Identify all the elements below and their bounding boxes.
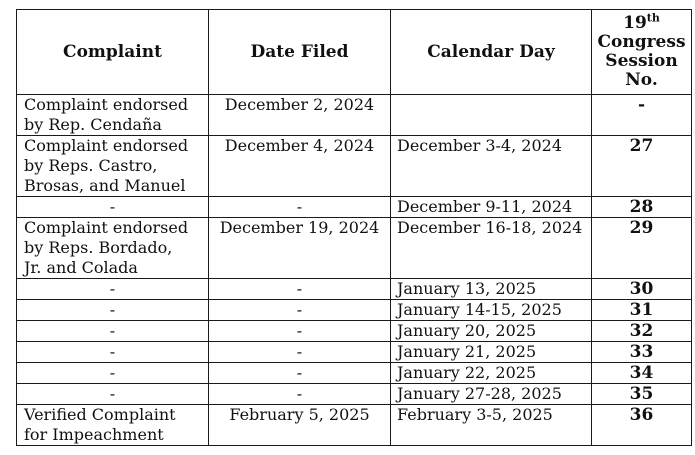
cell-date-filed: -	[209, 279, 391, 300]
cell-session-number: 35	[592, 384, 692, 405]
cell-session-number: 27	[592, 136, 692, 197]
complaint-line: Complaint endorsed	[24, 136, 189, 155]
cell-session-number: 36	[592, 405, 692, 446]
cell-session-number: 33	[592, 342, 692, 363]
complaint-line: Brosas, and Manuel	[24, 176, 186, 195]
cell-complaint	[17, 342, 209, 363]
table-row	[17, 321, 692, 342]
table-row	[17, 279, 692, 300]
cell-complaint	[17, 384, 209, 405]
cell-calendar-day: January 20, 2025	[391, 321, 592, 342]
header-session-no: No.	[625, 70, 658, 90]
cell-complaint	[17, 363, 209, 384]
cell-date-filed: -	[209, 342, 391, 363]
table-row	[17, 136, 692, 197]
cell-date-filed: December 19, 2024	[209, 218, 391, 279]
complaint-line: by Reps. Bordado,	[24, 238, 173, 257]
complaint-line: Complaint endorsed	[24, 95, 189, 114]
table-row	[17, 384, 692, 405]
cell-session-number: -	[592, 95, 692, 136]
complaint-line: for Impeachment	[24, 425, 164, 444]
complaint-line: -	[109, 321, 116, 340]
complaint-line: by Reps. Castro,	[24, 156, 158, 175]
cell-date-filed: December 2, 2024	[209, 95, 391, 136]
cell-calendar-day: January 27-28, 2025	[391, 384, 592, 405]
cell-calendar-day: December 16-18, 2024	[391, 218, 592, 279]
cell-session-number: 32	[592, 321, 692, 342]
complaint-line: by Rep. Cendaña	[24, 115, 162, 134]
complaint-line: -	[109, 342, 116, 361]
cell-session-number: 30	[592, 279, 692, 300]
table-row	[17, 95, 692, 136]
header-session-congress: Congress	[597, 32, 686, 52]
header-calendar-day: Calendar Day	[391, 10, 592, 95]
complaint-line: -	[109, 363, 116, 382]
cell-session-number: 28	[592, 197, 692, 218]
cell-calendar-day: December 3-4, 2024	[391, 136, 592, 197]
complaint-line: -	[109, 197, 116, 216]
cell-calendar-day: January 14-15, 2025	[391, 300, 592, 321]
cell-complaint	[17, 405, 209, 446]
table-body	[17, 95, 692, 446]
complaint-line: Verified Complaint	[24, 405, 176, 424]
cell-complaint	[17, 197, 209, 218]
cell-calendar-day	[391, 95, 592, 136]
cell-session-number: 29	[592, 218, 692, 279]
table-row	[17, 363, 692, 384]
cell-calendar-day: January 21, 2025	[391, 342, 592, 363]
cell-session-number: 31	[592, 300, 692, 321]
cell-complaint	[17, 218, 209, 279]
cell-complaint	[17, 279, 209, 300]
complaint-line: -	[109, 384, 116, 403]
cell-date-filed: -	[209, 363, 391, 384]
header-session-number	[592, 10, 692, 95]
header-row	[17, 10, 692, 95]
complaint-line: -	[109, 300, 116, 319]
cell-date-filed: February 5, 2025	[209, 405, 391, 446]
complaint-line: -	[109, 279, 116, 298]
cell-complaint	[17, 300, 209, 321]
cell-date-filed: -	[209, 321, 391, 342]
complaint-line: Complaint endorsed	[24, 218, 189, 237]
cell-calendar-day: February 3-5, 2025	[391, 405, 592, 446]
cell-date-filed: -	[209, 384, 391, 405]
cell-calendar-day: January 13, 2025	[391, 279, 592, 300]
table-row	[17, 300, 692, 321]
cell-calendar-day: December 9-11, 2024	[391, 197, 592, 218]
table-row	[17, 405, 692, 446]
header-complaint: Complaint	[17, 10, 209, 95]
header-session-ordinal: 19	[623, 13, 647, 33]
cell-calendar-day: January 22, 2025	[391, 363, 592, 384]
cell-complaint	[17, 95, 209, 136]
table-row	[17, 342, 692, 363]
header-session-session: Session	[605, 51, 678, 71]
complaint-line: Jr. and Colada	[24, 258, 138, 277]
cell-date-filed: December 4, 2024	[209, 136, 391, 197]
table-row	[17, 218, 692, 279]
header-session-ordinal-suffix: th	[646, 11, 660, 25]
cell-date-filed: -	[209, 197, 391, 218]
table-row	[17, 197, 692, 218]
header-date-filed: Date Filed	[209, 10, 391, 95]
cell-session-number: 34	[592, 363, 692, 384]
cell-date-filed: -	[209, 300, 391, 321]
impeachment-timeline-table	[16, 9, 692, 446]
cell-complaint	[17, 321, 209, 342]
cell-complaint	[17, 136, 209, 197]
